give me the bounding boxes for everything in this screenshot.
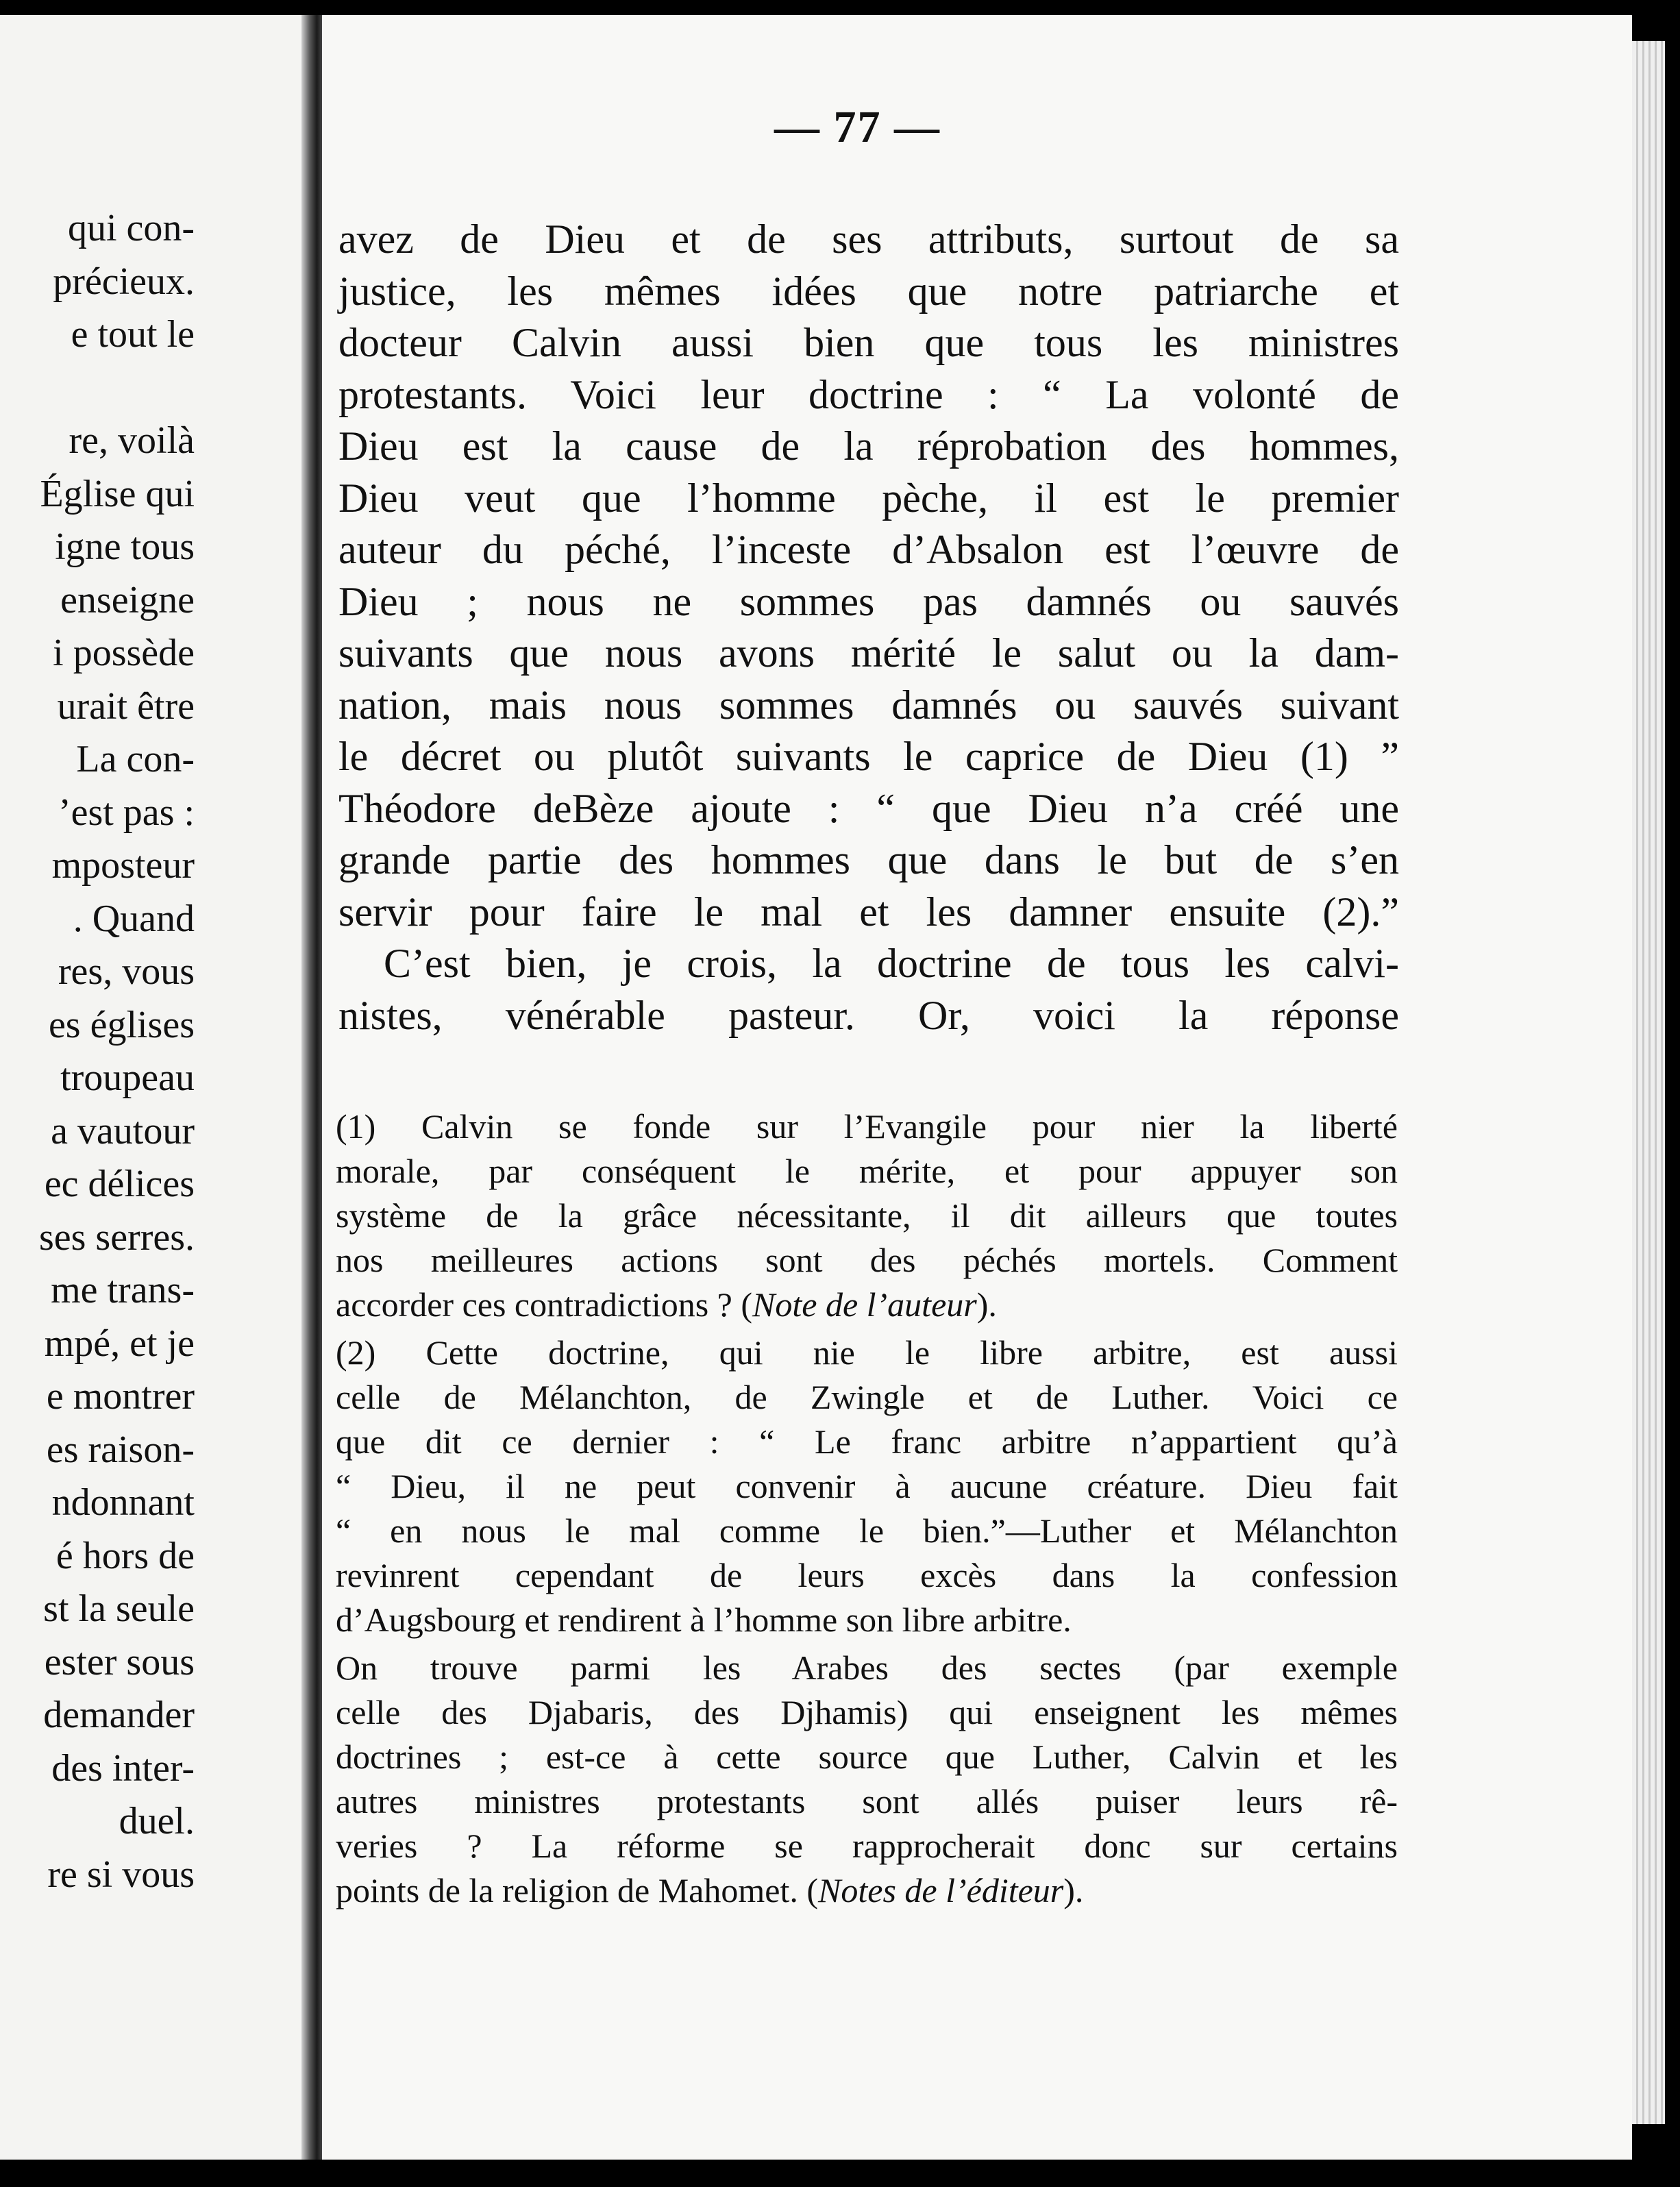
left-page-line: demander [43,1694,195,1736]
left-page-line: urait être [57,684,195,728]
footnote-line: points de la religion de Mahomet. (Notes de l’éditeur). [336,1871,1084,1910]
left-page-line: ’est pas : [58,791,195,834]
left-page-line: ses serres. [38,1215,195,1259]
left-page-line: mpé, et je [44,1322,195,1365]
footnote-line: celle de Mélanchton, de Zwingle et de Luther. Voici ce [336,1378,1398,1416]
footnote-line: On trouve parmi les Arabes des sectes (par exemple [336,1648,1398,1687]
left-page-line: ec délices [44,1163,195,1205]
footnote-line: accorder ces contradictions ? (Note de l’auteur). [336,1285,997,1324]
body-line: Dieu ; nous ne sommes pas damnés ou sauvés [338,578,1399,624]
body-line: suivants que nous avons mérité le salut ou la dam- [338,630,1399,676]
body-line: servir pour faire le mal et les damner ensuite (2).” [338,889,1399,935]
footnote-line: nos meilleures actions sont des péchés mortels. Comment [336,1241,1398,1279]
left-page-line: igne tous [55,526,195,568]
body-line: Dieu est la cause de la réprobation des hommes, [338,423,1399,469]
left-page-line: re si vous [47,1853,195,1896]
left-page-line: é hors de [55,1534,195,1577]
left-page-line: me trans- [51,1269,195,1311]
footnote-line: doctrines ; est-ce à cette source que Luther, Calvin et les [336,1738,1398,1776]
left-page-line: a vautour [51,1109,195,1152]
left-page-line: troupeau [60,1057,195,1099]
footnote-line: revinrent cependant de leurs excès dans la confession [336,1556,1398,1594]
footnote-line: que dit ce dernier : “ Le franc arbitre n’appartient qu’à [336,1422,1398,1461]
page-edge [1632,41,1665,2124]
body-line: docteur Calvin aussi bien que tous les ministres [338,320,1399,365]
body-line: nistes, vénérable pasteur. Or, voici la réponse [338,992,1399,1038]
left-page-line: i possède [53,632,195,674]
footnote-line: “ Dieu, il ne peut convenir à aucune créature. Dieu fait [336,1467,1398,1505]
body-line: protestants. Voici leur doctrine : “ La volonté de [338,371,1399,417]
left-page-line: des inter- [51,1746,195,1790]
body-line: auteur du péché, l’inceste d’Absalon est l’œuvre de [338,527,1399,572]
body-line: le décret ou plutôt suivants le caprice de Dieu (1) ” [338,734,1399,779]
left-page-line: es raison- [46,1428,195,1471]
left-page [0,15,301,2160]
footnote-line: autres ministres protestants sont allés puiser leurs rê- [336,1782,1398,1820]
left-page-line: ester sous [44,1640,195,1683]
left-page-line: précieux. [53,260,195,303]
left-page-line: re, voilà [69,419,195,462]
left-page-line: res, vous [58,950,195,993]
body-line: Théodore deBèze ajoute : “ que Dieu n’a créé une [338,785,1399,831]
footnote-line: d’Augsbourg et rendirent à l’homme son libre arbitre. [336,1601,1072,1639]
body-line: avez de Dieu et de ses attributs, surtout de sa [338,217,1399,262]
left-page-line: e tout le [71,313,195,356]
footnote-line: veries ? La réforme se rapprocherait donc sur certains [336,1827,1398,1865]
footnote-line: (2) Cette doctrine, qui nie le libre arbitre, est aussi [336,1333,1398,1372]
body-line: C’est bien, je crois, la doctrine de tous les calvi- [384,941,1399,986]
left-page-line: Église qui [40,472,195,515]
body-line: grande partie des hommes que dans le but de s’en [338,837,1399,882]
left-page-line: . Quand [73,897,195,940]
left-page-line: st la seule [43,1587,195,1630]
left-page-line: e montrer [46,1375,195,1418]
footnote-line: “ en nous le mal comme le bien.”—Luther et Mélanchton [336,1511,1398,1550]
left-page-line: qui con- [67,207,195,249]
body-line: Dieu veut que l’homme pèche, il est le premier [338,475,1399,521]
body-line: nation, mais nous sommes damnés ou sauvés suivant [338,682,1399,728]
left-page-line: enseigne [60,578,195,621]
footnote-line: système de la grâce nécessitante, il dit ailleurs que toutes [336,1196,1398,1235]
body-line: justice, les mêmes idées que notre patriarche et [338,268,1399,314]
page-number: — 77 — [774,102,941,152]
left-page-line: ndonnant [51,1481,195,1524]
footnote-line: celle des Djabaris, des Djhamis) qui enseignent les mêmes [336,1693,1398,1731]
footnote-line: morale, par conséquent le mérite, et pour appuyer son [336,1152,1398,1190]
left-page-line: mposteur [51,844,195,887]
book-gutter [301,15,322,2160]
left-page-line: duel. [119,1800,195,1842]
footnote-line: (1) Calvin se fonde sur l’Evangile pour nier la liberté [336,1107,1398,1146]
left-page-line: La con- [76,738,195,780]
left-page-line: es églises [48,1003,195,1046]
